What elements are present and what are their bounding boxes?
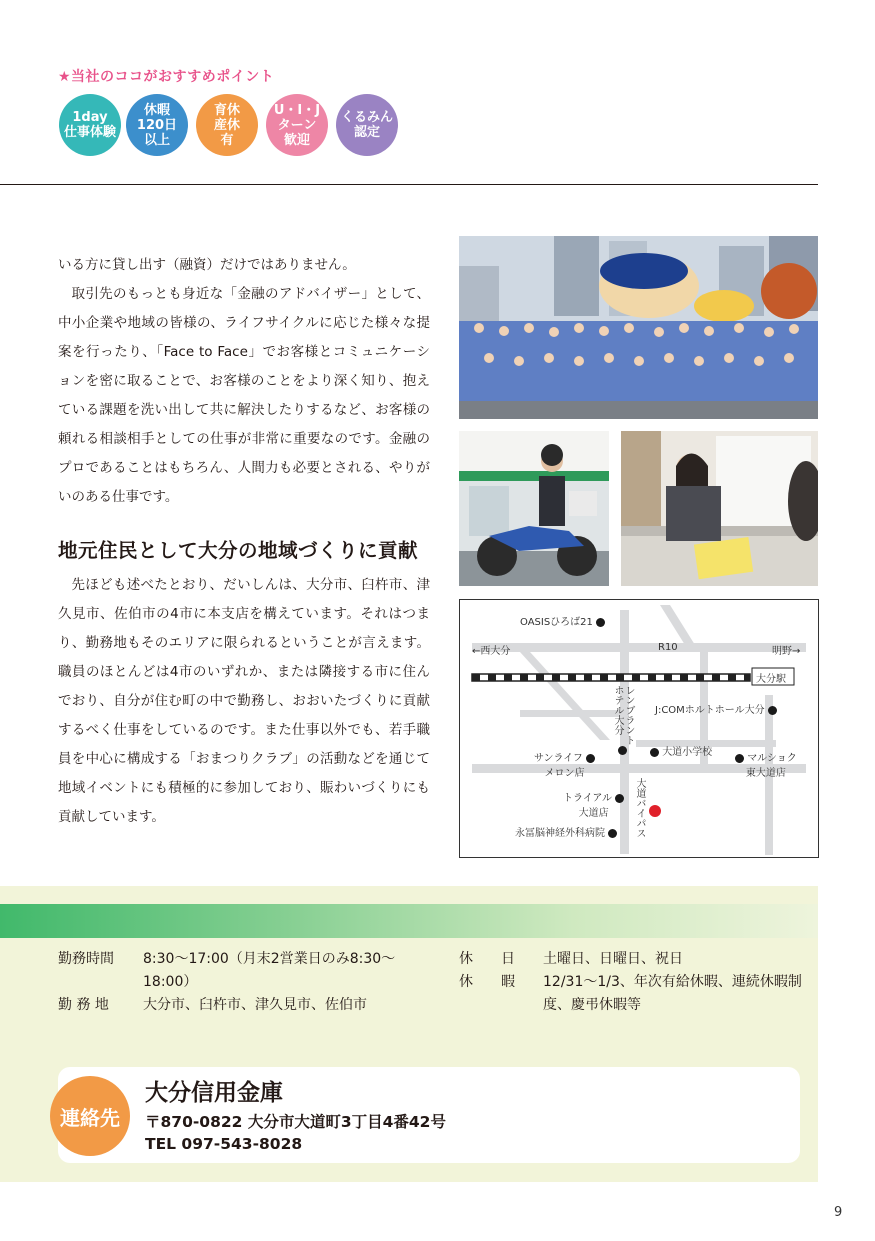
paragraph-1: いる方に貸し出す（融資）だけではありません。 — [58, 257, 356, 273]
paragraph-2: 取引先のもっとも身近な「金融のアドバイザー」として、中小企業や地域の皆様の、ライフサイクルに応じた様々な提案を行ったり、「Face to Face」でお客様とコミュニケーションを密に取ることで、お客様のことをより深く知り、抱えている課題を洗い出して共に解決したりするなど、お客様の頼れる相談相手としての仕事が非常に重要なのです。金融のプロであることはもちろん、人間力も必要とされる、やりがいのある仕事です。 — [58, 286, 430, 505]
telephone: TEL 097-543-8028 — [145, 1135, 303, 1153]
map-label-trial: トライアル 大道店 — [563, 789, 624, 819]
map-label-marushoku: マルショク 東大道店 — [735, 749, 797, 779]
contact-badge: 連絡先 — [50, 1076, 130, 1156]
map-label-route: R10 — [658, 642, 678, 653]
map-label-west: ←西大分 — [472, 646, 511, 657]
sunlife-marker — [586, 754, 595, 763]
contact-details — [145, 1111, 446, 1155]
map-label-jcom: J:COMホルトホール大分 — [655, 701, 777, 716]
jcom-marker — [768, 706, 777, 715]
vacation-label: 休 暇 — [459, 974, 515, 990]
badge-childcare-leave: 育休 産休 有 — [196, 94, 258, 156]
marushoku-marker — [735, 754, 744, 763]
badge-kurumin: くるみん 認定 — [336, 94, 398, 156]
access-map — [459, 599, 819, 858]
badge-uij-turn: U・I・J ターン 歓迎 — [266, 94, 328, 156]
article-body-2 — [58, 571, 430, 832]
map-label-east: 明野→ — [772, 646, 801, 657]
map-label-bypass: 大道バイパス — [634, 778, 645, 838]
info-band-stripe — [0, 904, 818, 938]
organization-name: 大分信用金庫 — [145, 1080, 283, 1106]
section-heading: 地元住民として大分の地域づくりに貢献 — [58, 539, 419, 562]
hotel-marker — [618, 746, 627, 755]
vacation-value: 12/31〜1/3、年次有給休暇、連続休暇制度、慶弔休暇等 — [543, 974, 802, 1013]
holiday-label: 休 日 — [459, 951, 515, 967]
hospital-marker — [608, 829, 617, 838]
page-number: 9 — [834, 1205, 843, 1220]
map-label-station: 大分駅 — [756, 674, 786, 685]
counter-staff-photo — [621, 431, 818, 586]
map-label-sunlife: サンライフ メロン店 — [534, 749, 595, 779]
hours-value: 8:30〜17:00（月末2営業日のみ8:30〜18:00） — [143, 951, 396, 990]
school-marker — [650, 748, 659, 757]
map-label-hotel: レンブラントホテル大分 — [612, 685, 634, 745]
oasis-marker — [596, 618, 605, 627]
badge-1day-internship: 1day 仕事体験 — [59, 94, 121, 156]
address: 〒870-0822 大分市大道町3丁目4番42号 — [145, 1113, 446, 1131]
map-label-oasis: OASISひろば21 — [520, 613, 605, 628]
article-body-1 — [58, 251, 430, 512]
paragraph-3: 先ほども述べたとおり、だいしんは、大分市、臼杵市、津久見市、佐伯市の4市に本支店を構えています。それはつまり、勤務地もそのエリアに限られるということが言えます。職員のほとんどは4市のいずれか、または隣接する市に住んでおり、自分が住む町の中で勤務し、おおいたづくりに貢献するべく仕事をしているのです。また仕事以外でも、若手職員を中心に構成する「おまつりクラブ」の活動などを通じて地域イベントにも積極的に参加しており、賑わいづくりにも貢献しています。 — [58, 577, 430, 825]
motorbike-staff-photo — [459, 431, 609, 586]
header-divider — [0, 184, 818, 185]
location-value: 大分市、臼杵市、津久見市、佐伯市 — [143, 997, 367, 1013]
hours-label: 勤務時間 — [58, 951, 114, 967]
map-label-school: 大道小学校 — [650, 743, 712, 758]
recommend-title: ★当社のココがおすすめポイント — [58, 69, 275, 85]
location-label: 勤 務 地 — [58, 997, 109, 1013]
trial-marker — [615, 794, 624, 803]
festival-group-photo — [459, 236, 818, 419]
map-label-hospital: 永冨脳神経外科病院 — [515, 824, 617, 839]
holiday-value: 土曜日、日曜日、祝日 — [543, 951, 683, 967]
badge-holidays: 休暇 120日 以上 — [126, 94, 188, 156]
